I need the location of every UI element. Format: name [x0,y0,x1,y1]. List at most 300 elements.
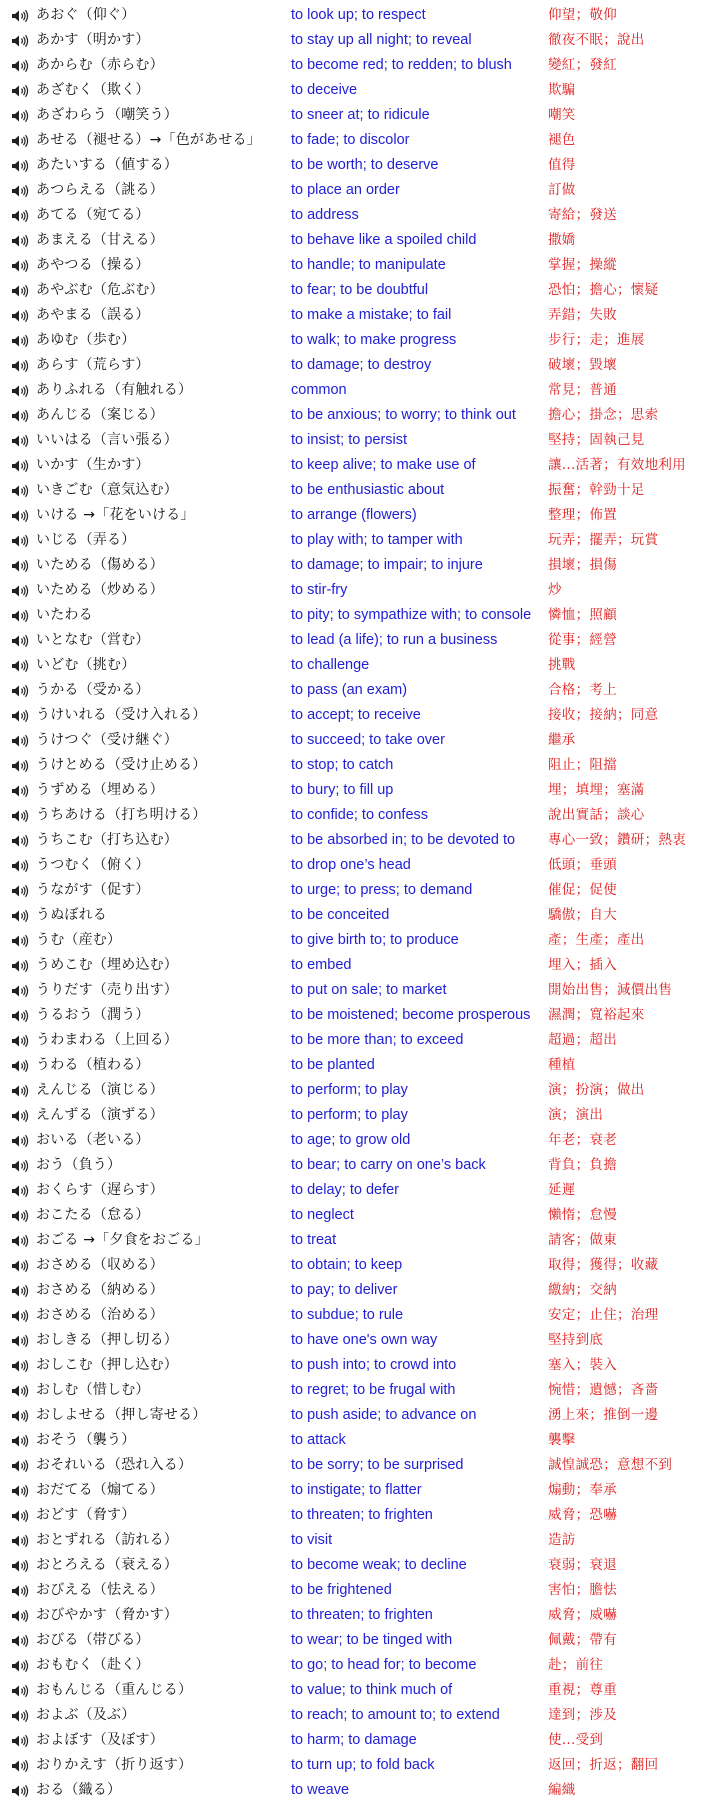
vocab-row [0,103,720,128]
speaker-icon[interactable] [11,959,29,973]
chinese-meaning: 振奮；幹勁十足 [548,482,645,498]
chinese-meaning: 徹夜不眠；說出 [548,32,645,48]
english-meaning: to turn up; to fold back [291,1757,435,1773]
japanese-word: あゆむ（歩む） [36,332,136,348]
english-meaning: to behave like a spoiled child [291,232,477,248]
english-meaning: to age; to grow old [291,1132,411,1148]
vocab-row [0,803,720,828]
japanese-word: あらす（荒らす） [36,357,150,373]
chinese-meaning: 編織 [548,1782,576,1798]
english-meaning: to put on sale; to market [291,982,447,998]
japanese-word: おりかえす（折り返す） [36,1757,193,1773]
vocab-row [0,1003,720,1028]
english-meaning: to perform; to play [291,1082,408,1098]
vocab-row [0,1403,720,1428]
speaker-icon[interactable] [11,984,29,998]
japanese-word: おそれいる（恐れ入る） [36,1457,193,1473]
speaker-icon-glyph [11,1709,29,1723]
chinese-meaning: 使...受到 [548,1732,604,1748]
speaker-icon[interactable] [11,584,29,598]
speaker-icon-glyph [11,1059,29,1073]
speaker-icon-glyph [11,509,29,523]
japanese-word: おびる（帯びる） [36,1632,150,1648]
english-meaning: to stay up all night; to reveal [291,32,472,48]
japanese-word: おさめる（収める） [36,1257,164,1273]
chinese-meaning: 從事；經營 [548,632,617,648]
speaker-icon[interactable] [11,1209,29,1223]
speaker-icon-glyph [11,934,29,948]
speaker-icon-glyph [11,1609,29,1623]
english-meaning: to stop; to catch [291,757,394,773]
chinese-meaning: 取得；獲得；收藏 [548,1257,659,1273]
english-meaning: to be enthusiastic about [291,482,445,498]
vocab-row [0,828,720,853]
english-meaning: to damage; to impair; to injure [291,557,483,573]
speaker-icon-glyph [11,484,29,498]
speaker-icon-glyph [11,209,29,223]
japanese-word: いとなむ（営む） [36,632,150,648]
speaker-icon-glyph [11,834,29,848]
speaker-icon[interactable] [11,1734,29,1748]
speaker-icon-glyph [11,1759,29,1773]
speaker-icon-glyph [11,34,29,48]
japanese-word: あざむく（欺く） [36,82,150,98]
chinese-meaning: 阻止；阻擋 [548,757,617,773]
chinese-meaning: 繳納；交納 [548,1282,617,1298]
vocab-row [0,1678,720,1703]
japanese-word: うぬぼれる [36,907,107,923]
english-meaning: to be sorry; to be surprised [291,1457,464,1473]
vocab-row [0,578,720,603]
vocab-row [0,1553,720,1578]
speaker-icon[interactable] [11,359,29,373]
chinese-meaning: 損壞；損傷 [548,557,617,573]
speaker-icon-glyph [11,1209,29,1223]
speaker-icon[interactable] [11,1059,29,1073]
chinese-meaning: 堅持到底 [548,1332,604,1348]
speaker-icon-glyph [11,1134,29,1148]
english-meaning: to threaten; to frighten [291,1607,433,1623]
speaker-icon-glyph [11,784,29,798]
chinese-meaning: 炒 [548,582,562,598]
speaker-icon-glyph [11,1509,29,1523]
english-meaning: to be planted [291,1057,375,1073]
speaker-icon-glyph [11,634,29,648]
speaker-icon-glyph [11,584,29,598]
vocab-row [0,603,720,628]
speaker-icon-glyph [11,1159,29,1173]
english-meaning: to lead (a life); to run a business [291,632,498,648]
speaker-icon[interactable] [11,1309,29,1323]
vocab-row [0,378,720,403]
chinese-meaning: 種植 [548,1057,576,1073]
english-meaning: to be more than; to exceed [291,1032,464,1048]
speaker-icon-glyph [11,1784,29,1798]
speaker-icon-glyph [11,309,29,323]
speaker-icon[interactable] [11,9,29,23]
english-meaning: to be absorbed in; to be devoted to [291,832,516,848]
speaker-icon[interactable] [11,1534,29,1548]
speaker-icon[interactable] [11,1584,29,1598]
speaker-icon[interactable] [11,1484,29,1498]
vocab-row [0,1728,720,1753]
speaker-icon[interactable] [11,609,29,623]
japanese-word: あてる（宛てる） [36,207,150,223]
speaker-icon-glyph [11,1559,29,1573]
speaker-icon[interactable] [11,159,29,173]
english-meaning: to embed [291,957,352,973]
speaker-icon[interactable] [11,859,29,873]
vocab-row [0,1428,720,1453]
chinese-meaning: 變紅；發紅 [548,57,617,73]
chinese-meaning: 赴；前往 [548,1657,604,1673]
speaker-icon-glyph [11,859,29,873]
chinese-meaning: 合格；考上 [548,682,617,698]
vocab-row [0,728,720,753]
speaker-icon[interactable] [11,484,29,498]
vocab-row [0,203,720,228]
english-meaning: to threaten; to frighten [291,1507,433,1523]
chinese-meaning: 衰弱；衰退 [548,1557,617,1573]
speaker-icon[interactable] [11,509,29,523]
english-meaning: to value; to think much of [291,1682,453,1698]
speaker-icon-glyph [11,884,29,898]
speaker-icon[interactable] [11,1034,29,1048]
english-meaning: to visit [291,1532,333,1548]
english-meaning: to make a mistake; to fail [291,307,452,323]
speaker-icon[interactable] [11,334,29,348]
chinese-meaning: 低頭；垂頭 [548,857,617,873]
speaker-icon[interactable] [11,84,29,98]
speaker-icon[interactable] [11,1759,29,1773]
english-meaning: to deceive [291,82,358,98]
vocab-row [0,1178,720,1203]
vocab-row [0,1528,720,1553]
chinese-meaning: 催促；促使 [548,882,617,898]
speaker-icon[interactable] [11,1284,29,1298]
japanese-word: おびえる（怯える） [36,1582,164,1598]
english-meaning: to push into; to crowd into [291,1357,457,1373]
japanese-word: おくらす（遅らす） [36,1182,164,1198]
vocab-row [0,1103,720,1128]
japanese-word: おしむ（惜しむ） [36,1382,150,1398]
vocab-row [0,153,720,178]
japanese-word: おいる（老いる） [36,1132,150,1148]
speaker-icon-glyph [11,184,29,198]
speaker-icon[interactable] [11,834,29,848]
vocab-row [0,853,720,878]
chinese-meaning: 撒嬌 [548,232,576,248]
speaker-icon-glyph [11,1359,29,1373]
vocab-row [0,903,720,928]
japanese-word: うつむく（俯く） [36,857,150,873]
chinese-meaning: 欺騙 [548,82,576,98]
speaker-icon[interactable] [11,109,29,123]
english-meaning: to pay; to deliver [291,1282,398,1298]
speaker-icon[interactable] [11,734,29,748]
chinese-meaning: 專心一致；鑽研；熱衷 [548,832,686,848]
chinese-meaning: 湧上來；推倒一邊 [548,1407,659,1423]
chinese-meaning: 懶惰；怠慢 [548,1207,617,1223]
japanese-word: いいはる（言い張る） [36,432,178,448]
speaker-icon[interactable] [11,1084,29,1098]
english-meaning: to sneer at; to ridicule [291,107,430,123]
speaker-icon-glyph [11,809,29,823]
speaker-icon-glyph [11,1659,29,1673]
english-meaning: to instigate; to flatter [291,1482,422,1498]
speaker-icon-glyph [11,1334,29,1348]
english-meaning: to handle; to manipulate [291,257,446,273]
japanese-word: うわまわる（上回る） [36,1032,178,1048]
japanese-word: あからむ（赤らむ） [36,57,164,73]
japanese-word: ありふれる（有触れる） [36,382,193,398]
japanese-word: おこたる（怠る） [36,1207,150,1223]
speaker-icon[interactable] [11,1334,29,1348]
chinese-meaning: 安定；止住；治理 [548,1307,659,1323]
speaker-icon[interactable] [11,934,29,948]
speaker-icon-glyph [11,9,29,23]
english-meaning: to perform; to play [291,1107,408,1123]
vocab-row [0,53,720,78]
vocab-row [0,978,720,1003]
vocab-row [0,1753,720,1778]
speaker-icon-glyph [11,1009,29,1023]
japanese-word: いじる（弄る） [36,532,136,548]
speaker-icon[interactable] [11,1634,29,1648]
vocab-row [0,1353,720,1378]
japanese-word: おだてる（煽てる） [36,1482,164,1498]
japanese-word: おさめる（治める） [36,1307,164,1323]
speaker-icon[interactable] [11,759,29,773]
speaker-icon[interactable] [11,1559,29,1573]
chinese-meaning: 威脅；威嚇 [548,1607,617,1623]
speaker-icon-glyph [11,1034,29,1048]
english-meaning: to fear; to be doubtful [291,282,429,298]
chinese-meaning: 塞入；裝入 [548,1357,617,1373]
japanese-word: おしよせる（押し寄せる） [36,1407,207,1423]
japanese-word: あつらえる（誂る） [36,182,164,198]
speaker-icon[interactable] [11,1684,29,1698]
chinese-meaning: 驕傲；自大 [548,907,617,923]
vocab-row [0,953,720,978]
vocab-row [0,403,720,428]
speaker-icon[interactable] [11,309,29,323]
japanese-word: うちあける（打ち明ける） [36,807,207,823]
vocab-row [0,1278,720,1303]
chinese-meaning: 造訪 [548,1532,576,1548]
speaker-icon-glyph [11,1384,29,1398]
english-meaning: to go; to head for; to become [291,1657,477,1673]
english-meaning: to fade; to discolor [291,132,410,148]
speaker-icon[interactable] [11,284,29,298]
speaker-icon[interactable] [11,34,29,48]
speaker-icon[interactable] [11,1109,29,1123]
japanese-word: おもむく（赴く） [36,1657,150,1673]
chinese-meaning: 背負；負擔 [548,1157,617,1173]
english-meaning: to neglect [291,1207,354,1223]
speaker-icon-glyph [11,1584,29,1598]
chinese-meaning: 達到；涉及 [548,1707,617,1723]
japanese-word: あやぶむ（危ぶむ） [36,282,164,298]
vocab-row [0,303,720,328]
speaker-icon[interactable] [11,1784,29,1798]
speaker-icon[interactable] [11,234,29,248]
speaker-icon-glyph [11,384,29,398]
speaker-icon[interactable] [11,909,29,923]
vocab-row [0,1653,720,1678]
japanese-word: うめこむ（埋め込む） [36,957,178,973]
speaker-icon[interactable] [11,1359,29,1373]
vocab-row [0,1603,720,1628]
chinese-meaning: 說出實話；談心 [548,807,645,823]
japanese-word: おびやかす（脅かす） [36,1607,178,1623]
english-meaning: to arrange (flowers) [291,507,417,523]
speaker-icon-glyph [11,759,29,773]
chinese-meaning: 超過；超出 [548,1032,617,1048]
speaker-icon[interactable] [11,684,29,698]
speaker-icon[interactable] [11,209,29,223]
speaker-icon-glyph [11,1734,29,1748]
vocab-row [0,1503,720,1528]
japanese-word: うむ（産む） [36,932,122,948]
chinese-meaning: 埋入；插入 [548,957,617,973]
speaker-icon-glyph [11,1309,29,1323]
speaker-icon[interactable] [11,1509,29,1523]
chinese-meaning: 埋；填埋；塞滿 [548,782,645,798]
english-meaning: to be frightened [291,1582,392,1598]
vocab-row [0,128,720,153]
speaker-icon[interactable] [11,1384,29,1398]
japanese-word: うちこむ（打ち込む） [36,832,178,848]
japanese-word: おう（負う） [36,1157,122,1173]
japanese-word: おとろえる（衰える） [36,1557,178,1573]
speaker-icon[interactable] [11,1159,29,1173]
japanese-word: いかす（生かす） [36,457,150,473]
vocab-row [0,628,720,653]
japanese-word: うけいれる（受け入れる） [36,707,207,723]
speaker-icon-glyph [11,434,29,448]
english-meaning: to walk; to make progress [291,332,457,348]
speaker-icon[interactable] [11,1184,29,1198]
english-meaning: to become red; to redden; to blush [291,57,512,73]
vocab-row [0,1053,720,1078]
speaker-icon[interactable] [11,134,29,148]
speaker-icon-glyph [11,534,29,548]
vocab-row [0,703,720,728]
vocab-row [0,428,720,453]
speaker-icon[interactable] [11,1134,29,1148]
chinese-meaning: 嘲笑 [548,107,576,123]
speaker-icon-glyph [11,284,29,298]
vocab-row [0,1253,720,1278]
japanese-word: あんじる（案じる） [36,407,164,423]
speaker-icon[interactable] [11,259,29,273]
japanese-word: おる（織る） [36,1782,122,1798]
speaker-icon[interactable] [11,884,29,898]
speaker-icon-glyph [11,1259,29,1273]
speaker-icon[interactable] [11,1009,29,1023]
vocab-row [0,328,720,353]
speaker-icon[interactable] [11,409,29,423]
vocab-row [0,778,720,803]
speaker-icon[interactable] [11,1709,29,1723]
speaker-icon-glyph [11,259,29,273]
english-meaning: to push aside; to advance on [291,1407,477,1423]
speaker-icon[interactable] [11,1609,29,1623]
speaker-icon-glyph [11,234,29,248]
speaker-icon-glyph [11,1184,29,1198]
speaker-icon[interactable] [11,384,29,398]
speaker-icon[interactable] [11,709,29,723]
english-meaning: to be worth; to deserve [291,157,439,173]
vocab-row [0,1478,720,1503]
vocab-row [0,178,720,203]
vocab-row [0,1078,720,1103]
speaker-icon[interactable] [11,459,29,473]
english-meaning: to keep alive; to make use of [291,457,476,473]
speaker-icon[interactable] [11,534,29,548]
vocab-row [0,478,720,503]
english-meaning: to attack [291,1432,346,1448]
japanese-word: あまえる（甘える） [36,232,164,248]
speaker-icon-glyph [11,1484,29,1498]
speaker-icon-glyph [11,459,29,473]
speaker-icon[interactable] [11,1659,29,1673]
english-meaning: to give birth to; to produce [291,932,459,948]
english-meaning: to accept; to receive [291,707,421,723]
speaker-icon[interactable] [11,1434,29,1448]
speaker-icon[interactable] [11,659,29,673]
speaker-icon[interactable] [11,184,29,198]
english-meaning: to succeed; to take over [291,732,445,748]
english-meaning: to harm; to damage [291,1732,417,1748]
chinese-meaning: 害怕；膽怯 [548,1582,617,1598]
speaker-icon[interactable] [11,1409,29,1423]
chinese-meaning: 值得 [548,157,576,173]
japanese-word: うずめる（埋める） [36,782,164,798]
japanese-word: うわる（植わる） [36,1057,150,1073]
chinese-meaning: 請客；做東 [548,1232,617,1248]
speaker-icon[interactable] [11,809,29,823]
vocab-row [0,553,720,578]
vocab-row [0,1028,720,1053]
vocab-row [0,278,720,303]
speaker-icon[interactable] [11,434,29,448]
chinese-meaning: 憐恤；照顧 [548,607,617,623]
speaker-icon[interactable] [11,784,29,798]
speaker-icon[interactable] [11,1459,29,1473]
speaker-icon[interactable] [11,59,29,73]
vocab-row [0,653,720,678]
speaker-icon[interactable] [11,559,29,573]
vocab-row [0,1153,720,1178]
chinese-meaning: 演；扮演；做出 [548,1082,645,1098]
chinese-meaning: 接收；接納；同意 [548,707,659,723]
chinese-meaning: 讓...活著；有效地利用 [548,457,686,473]
speaker-icon[interactable] [11,634,29,648]
speaker-icon-glyph [11,1234,29,1248]
english-meaning: to play with; to tamper with [291,532,463,548]
vocab-row [0,1203,720,1228]
speaker-icon[interactable] [11,1259,29,1273]
japanese-word: いためる（炒める） [36,582,164,598]
vocab-row [0,1778,720,1803]
japanese-word: おしきる（押し切る） [36,1332,178,1348]
vocab-row [0,753,720,778]
speaker-icon[interactable] [11,1234,29,1248]
chinese-meaning: 擔心；掛念；思索 [548,407,659,423]
vocab-row [0,253,720,278]
